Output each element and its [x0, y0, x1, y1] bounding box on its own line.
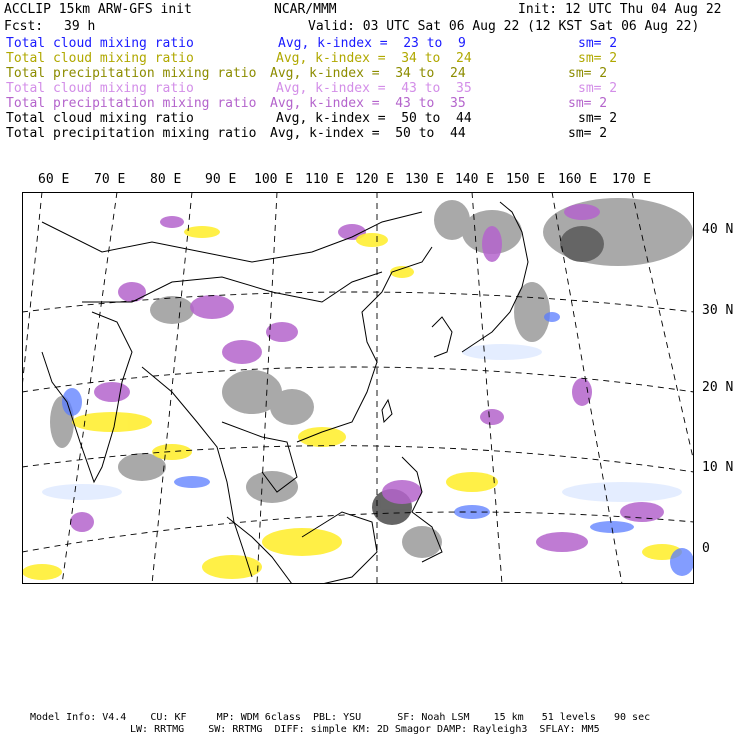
lon-label: 150 E	[506, 172, 546, 187]
field-name: Total cloud mixing ratio	[6, 111, 194, 126]
lon-label: 110 E	[305, 172, 345, 187]
lon-label: 130 E	[405, 172, 445, 187]
field-sm: sm= 2	[568, 66, 608, 81]
init-time: Init: 12 UTC Thu 04 Aug 22	[518, 2, 722, 17]
fcst-label: Fcst:	[4, 19, 44, 34]
lon-label: 160 E	[558, 172, 598, 187]
field-avg: Avg, k-index = 34 to 24	[270, 66, 466, 81]
lat-label: 30 N	[702, 303, 734, 318]
lat-label: 40 N	[702, 222, 734, 237]
field-sm: sm= 2	[568, 126, 608, 141]
lon-label: 90 E	[205, 172, 237, 187]
footer-physics-info: LW: RRTMG SW: RRTMG DIFF: simple KM: 2D Smagor DAMP: Rayleigh3 SFLAY: MM5	[130, 724, 600, 735]
lon-label: 70 E	[94, 172, 126, 187]
lat-label: 0	[702, 541, 710, 556]
field-avg: Avg, k-index = 50 to 44	[270, 126, 466, 141]
field-avg: Avg, k-index = 23 to 9	[278, 36, 466, 51]
field-name: Total cloud mixing ratio	[6, 81, 194, 96]
field-avg: Avg, k-index = 43 to 35	[276, 81, 472, 96]
field-sm: sm= 2	[578, 81, 618, 96]
lon-label: 100 E	[254, 172, 294, 187]
center-label: NCAR/MMM	[274, 2, 337, 17]
field-name: Total precipitation mixing ratio	[6, 126, 257, 141]
field-sm: sm= 2	[578, 111, 618, 126]
field-avg: Avg, k-index = 50 to 44	[276, 111, 472, 126]
forecast-map	[22, 192, 694, 584]
lat-label: 20 N	[702, 380, 734, 395]
fcst-value: 39 h	[64, 19, 96, 34]
field-name: Total precipitation mixing ratio	[6, 96, 257, 111]
field-name: Total precipitation mixing ratio	[6, 66, 257, 81]
footer-model-info: Model Info: V4.4 CU: KF MP: WDM 6class PBL: YSU SF: Noah LSM 15 km 51 levels 90 sec	[30, 712, 651, 723]
lon-label: 120 E	[355, 172, 395, 187]
lon-label: 170 E	[612, 172, 652, 187]
lon-label: 140 E	[455, 172, 495, 187]
field-name: Total cloud mixing ratio	[6, 51, 194, 66]
field-avg: Avg, k-index = 34 to 24	[276, 51, 472, 66]
field-sm: sm= 2	[578, 51, 618, 66]
lon-label: 80 E	[150, 172, 182, 187]
field-avg: Avg, k-index = 43 to 35	[270, 96, 466, 111]
field-sm: sm= 2	[578, 36, 618, 51]
lat-label: 10 N	[702, 460, 734, 475]
valid-time: Valid: 03 UTC Sat 06 Aug 22 (12 KST Sat 06 Aug 22)	[308, 19, 700, 34]
field-sm: sm= 2	[568, 96, 608, 111]
lon-label: 60 E	[38, 172, 70, 187]
model-title: ACCLIP 15km ARW-GFS init	[4, 2, 192, 17]
field-name: Total cloud mixing ratio	[6, 36, 194, 51]
